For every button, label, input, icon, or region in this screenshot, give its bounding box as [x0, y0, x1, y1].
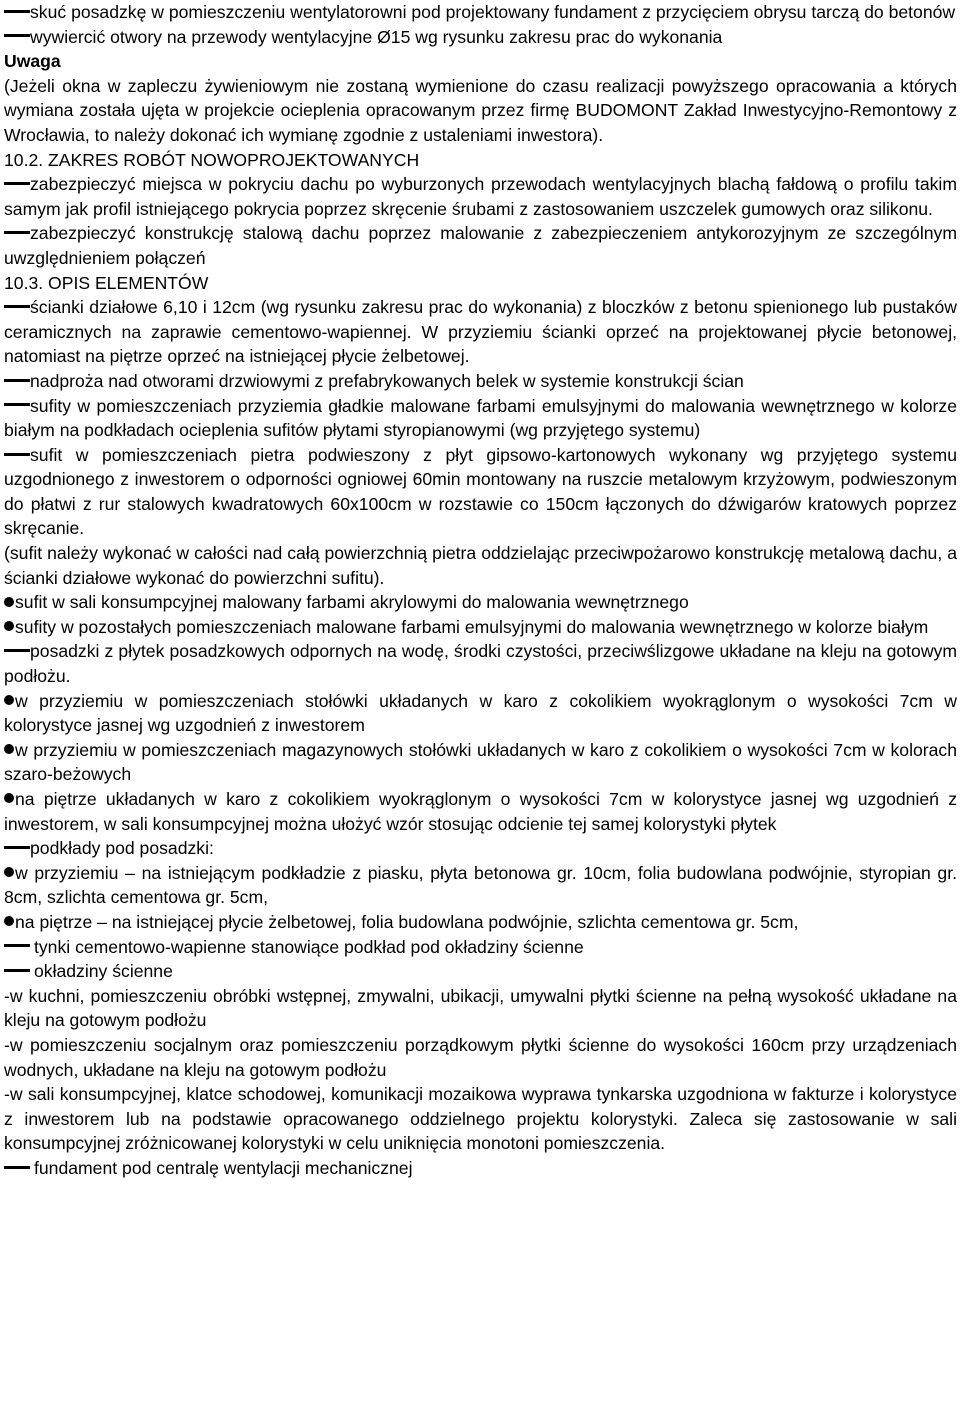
dash-bullet-icon — [4, 846, 30, 849]
list-item: w przyziemiu – na istniejącym podkładzie z piasku, płyta betonowa gr. 10cm, folia budowlana podwójnie, styropian gr. 8cm, szlichta cementowa gr. 5cm, — [4, 862, 957, 908]
section-heading: 10.3. OPIS ELEMENTÓW — [4, 272, 209, 293]
paragraph: zabezpieczyć konstrukcję stalową dachu poprzez malowanie z zabezpieczeniem antykorozyjnym ze szczególnym uwzględnieniem połączeń — [4, 223, 957, 268]
bullet-dot-icon — [4, 695, 14, 705]
dash-bullet-icon — [4, 34, 30, 37]
bullet-dot-icon — [4, 621, 14, 631]
dash-bullet-icon — [4, 10, 30, 13]
paragraph: okładziny ścienne — [4, 959, 957, 984]
list-item: sufity w pozostałych pomieszczeniach malowane farbami emulsyjnymi do malowania wewnętrznego w kolorze białym — [4, 615, 957, 640]
bullet-dot-icon — [4, 793, 14, 803]
paragraph: ścianki działowe 6,10 i 12cm (wg rysunku zakresu prac do wykonania) z bloczków z betonu spienionego lub pustaków ceramicznych na zaprawie cementowo-wapiennej. W przyziemiu ścianki oprzeć na projektowanej płycie betonowej, natomiast na piętrze oprzeć na istniejącej płycie żelbetowej. — [4, 297, 957, 367]
dash-bullet-icon — [4, 649, 30, 652]
dash-bullet-icon — [4, 453, 30, 456]
paragraph: podkłady pod posadzki: — [4, 836, 957, 861]
list-item: sufit w sali konsumpcyjnej malowany farbami akrylowymi do malowania wewnętrznego — [4, 590, 957, 615]
dash-bullet-icon — [4, 231, 30, 234]
paragraph: fundament pod centralę wentylacji mechanicznej — [4, 1156, 957, 1181]
bullet-dot-icon — [4, 916, 14, 926]
paragraph: (sufit należy wykonać w całości nad całą powierzchnią pietra oddzielając przeciwpożarowo konstrukcję metalową dachu, a ścianki działowe wykonać do powierzchni sufitu). — [4, 543, 957, 588]
paragraph: tynki cementowo-wapienne stanowiące podkład pod okładziny ścienne — [4, 935, 957, 960]
paragraph: wywiercić otwory na przewody wentylacyjne Ø15 wg rysunku zakresu prac do wykonania — [4, 25, 957, 50]
section-heading: 10.2. ZAKRES ROBÓT NOWOPROJEKTOWANYCH — [4, 149, 420, 170]
paragraph: posadzki z płytek posadzkowych odpornych na wodę, środki czystości, przeciwślizgowe układane na kleju na gotowym podłożu. — [4, 641, 957, 687]
paragraph: -w pomieszczeniu socjalnym oraz pomieszczeniu porządkowym płytki ścienne do wysokości 160cm przy urządzeniach wodnych, układane na kleju na gotowym podłożu — [4, 1034, 957, 1080]
dash-bullet-icon — [4, 403, 30, 406]
dash-bullet-icon — [4, 1166, 30, 1169]
bullet-dot-icon — [4, 597, 14, 607]
paragraph: zabezpieczyć miejsca w pokryciu dachu po wyburzonych przewodach wentylacyjnych blachą fałdową o profilu takim samym jak profil istniejącego pokrycia poprzez skręcenie śrubami z zastosowaniem uszczelek gumowych oraz silikonu. — [4, 174, 957, 219]
note-heading: Uwaga — [4, 51, 61, 72]
bullet-dot-icon — [4, 744, 14, 754]
dash-bullet-icon — [4, 182, 30, 185]
paragraph: skuć posadzkę w pomieszczeniu wentylatorowni pod projektowany fundament z przycięciem obrysu tarczą do betonów — [4, 0, 957, 25]
dash-bullet-icon — [4, 379, 30, 382]
bullet-dot-icon — [4, 867, 14, 877]
paragraph: -w sali konsumpcyjnej, klatce schodowej, komunikacji mozaikowa wyprawa tynkarska uzgodniona w fakturze i kolorystyce z inwestorem lub na podstawie opracowanego oddzielnego projektu kolorystyki. Zaleca się zastosowanie w sali konsumpcyjnej zróżnicowanej kolorystyki w celu uniknięcia monotoni pomieszczenia. — [4, 1084, 957, 1154]
list-item: na piętrze – na istniejącej płycie żelbetowej, folia budowlana podwójnie, szlichta cementowa gr. 5cm, — [4, 910, 957, 935]
dash-bullet-icon — [4, 305, 30, 308]
paragraph: sufit w pomieszczeniach pietra podwieszony z płyt gipsowo-kartonowych wykonany wg przyjętego systemu uzgodnionego z inwestorem o odporności ogniowej 60min montowany na ruszcie metalowym krzyżowym, podwieszonym do płatwi z rur stalowych kwadratowych 60x100cm w rozstawie co 150cm łączonych do dźwigarów kratowych poprzez skręcanie. — [4, 444, 957, 539]
dash-bullet-icon — [4, 969, 30, 972]
paragraph: (Jeżeli okna w zapleczu żywieniowym nie zostaną wymienione do czasu realizacji powyższego opracowania a których wymiana została ujęta w projekcie ocieplenia opracowanym przez firmę BUDOMONT Zakład Inwestycyjno-Remontowy z Wrocławia, to należy dokonać ich wymianę zgodnie z ustaleniami inwestora). — [4, 75, 957, 145]
paragraph: -w kuchni, pomieszczeniu obróbki wstępnej, zmywalni, ubikacji, umywalni płytki ścienne na pełną wysokość układane na kleju na gotowym podłożu — [4, 985, 957, 1031]
dash-bullet-icon — [4, 944, 30, 947]
list-item: na piętrze układanych w karo z cokolikiem wyokrąglonym o wysokości 7cm w kolorystyce jasnej wg uzgodnień z inwestorem, w sali konsumpcyjnej można ułożyć wzór stosując odcienie tej samej kolorystyki płytek — [4, 789, 957, 834]
paragraph: nadproża nad otworami drzwiowymi z prefabrykowanych belek w systemie konstrukcji ścian — [4, 369, 957, 394]
list-item: w przyziemiu w pomieszczeniach magazynowych stołówki układanych w karo z cokolikiem o wysokości 7cm w kolorach szaro-beżowych — [4, 739, 957, 785]
paragraph: sufity w pomieszczeniach przyziemia gładkie malowane farbami emulsyjnymi do malowania wewnętrznego w kolorze białym na podkładach ocieplenia sufitów płytami styropianowymi (wg przyjętego systemu) — [4, 395, 957, 441]
list-item: w przyziemiu w pomieszczeniach stołówki układanych w karo z cokolikiem wyokrąglonym o wysokości 7cm w kolorystyce jasnej wg uzgodnień z inwestorem — [4, 690, 957, 736]
